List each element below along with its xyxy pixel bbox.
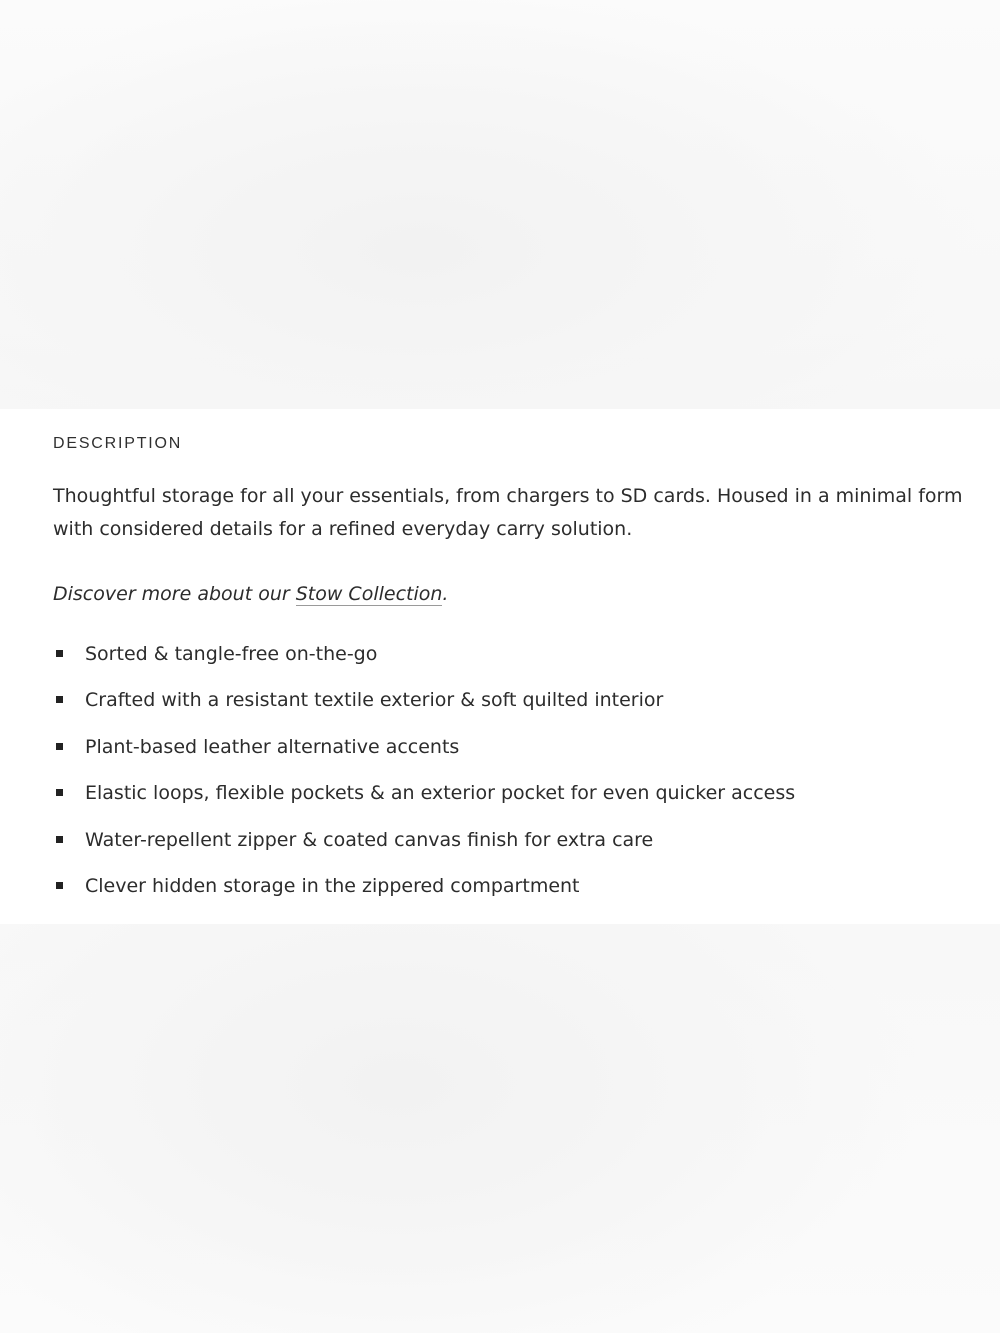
feature-text: Sorted & tangle-free on-the-go [85,643,378,665]
discover-line [53,578,448,611]
product-image-bottom [0,924,1000,1333]
description-heading: DESCRIPTION [53,435,183,452]
discover-prefix: Discover more about our [53,583,296,605]
bullet-icon [56,650,63,657]
feature-text: Plant-based leather alternative accents [85,735,460,758]
feature-item [53,731,973,777]
stow-collection-link[interactable]: Stow Collection [295,583,443,605]
feature-item [53,824,973,870]
bullet-icon [56,789,63,796]
description-body: Thoughtful storage for all your essentials, from chargers to SD cards. Housed in a minimal form with considered details for a refined everyday carry solution. [53,485,963,540]
feature-text: Water-repellent zipper & coated canvas finish for extra care [85,828,654,851]
feature-item [53,638,973,684]
bullet-icon [56,743,63,750]
feature-item [53,684,973,730]
feature-text: Crafted with a resistant textile exterior & soft quilted interior [85,689,664,712]
feature-text: Clever hidden storage in the zippered compartment [85,874,580,897]
discover-suffix: . [442,583,449,605]
feature-item [53,777,973,823]
feature-list [53,638,973,916]
feature-text: Elastic loops, flexible pockets & an exterior pocket for even quicker access [85,782,796,805]
product-image-top [0,0,1000,409]
bullet-icon [56,696,63,703]
feature-item [53,870,973,916]
bullet-icon [56,836,63,843]
bullet-icon [56,882,63,889]
